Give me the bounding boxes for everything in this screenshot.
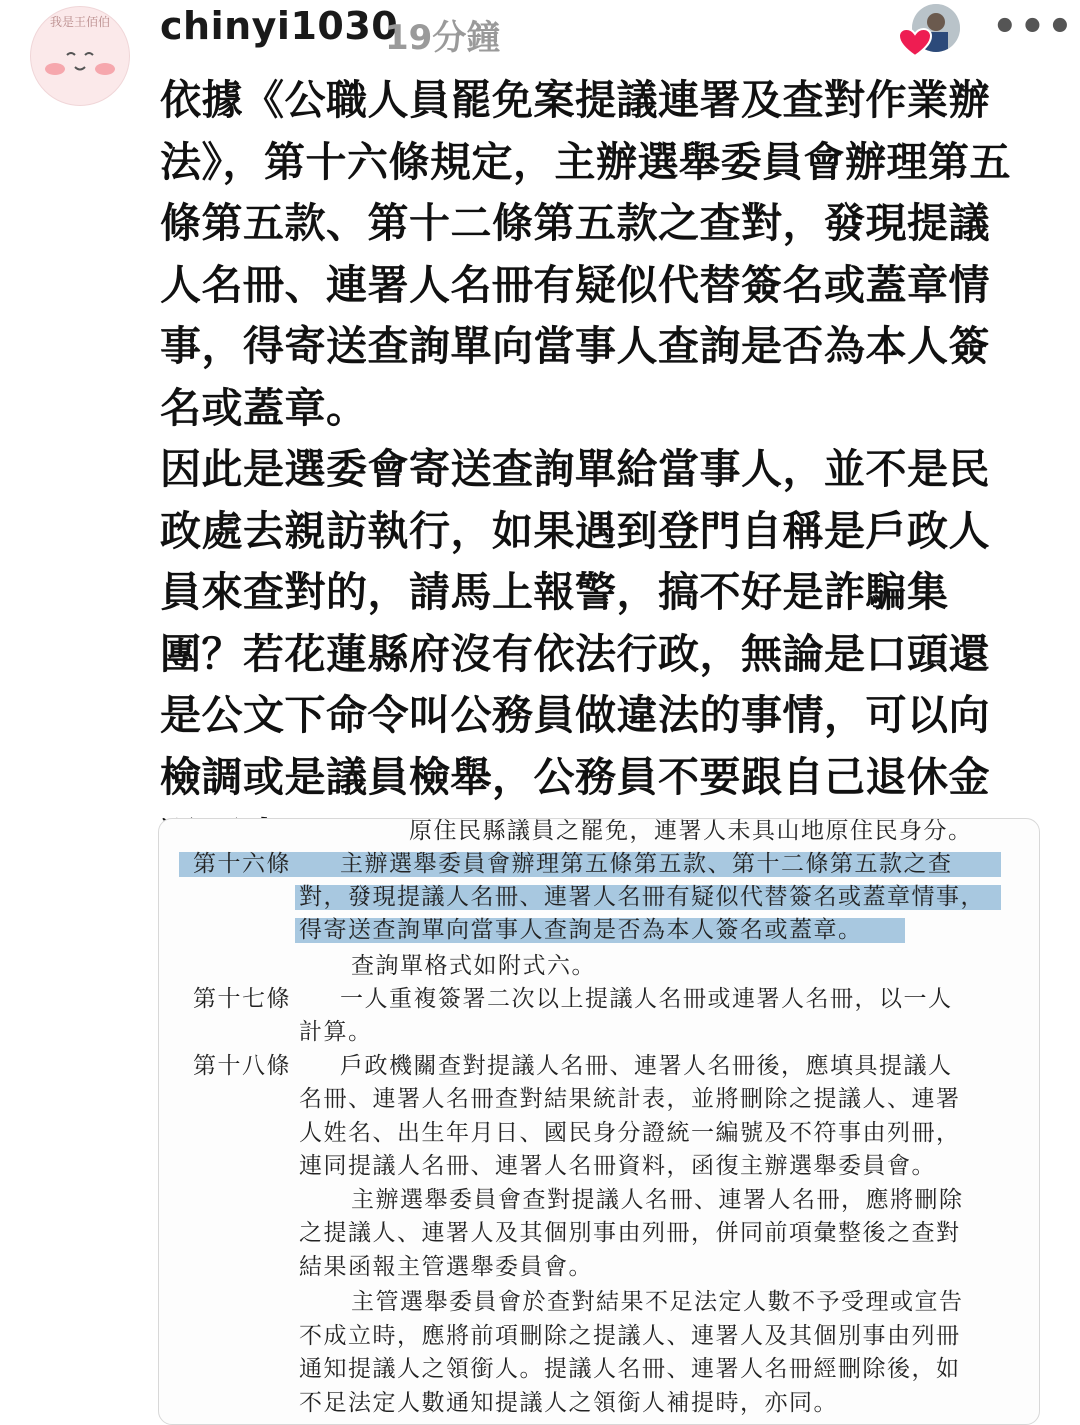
doc-line: 通知提議人之領銜人。提議人名冊、連署人名冊經刪除後，如	[299, 1356, 961, 1382]
doc-line: 之提議人、連署人及其個別事由列冊，併同前項彙整後之查對	[299, 1220, 961, 1246]
doc-line: 人姓名、出生年月日、國民身分證統一編號及不符事由列冊，	[299, 1120, 961, 1146]
avatar-face-icon	[59, 47, 101, 77]
post-paragraph: 因此是選委會寄送查詢單給當事人，並不是民政處去親訪執行，如果遇到登門自稱是戶政人員來查對的，請馬上報警，搞不好是詐騙集團？若花蓮縣府沒有依法行政，無論是口頭還是公文下命令叫公務員做違法的事情，可以向檢調或是議員檢舉，公務員不要跟自己退休金	[160, 445, 990, 801]
doc-line: 主管選舉委員會於查對結果不足法定人數不予受理或宣告	[351, 1289, 964, 1315]
doc-line: 查詢單格式如附式六。	[351, 953, 596, 979]
doc-line: 原住民縣議員之罷免，連署人未具山地原住民身分。	[409, 818, 973, 844]
doc-line: 主辦選舉委員會查對提議人名冊、連署人名冊，應將刪除	[351, 1187, 964, 1213]
doc-line: 得寄送查詢單向當事人查詢是否為本人簽名或蓋章。	[299, 917, 863, 943]
doc-line: 名冊、連署人名冊查對結果統計表，並將刪除之提議人、連署	[299, 1086, 961, 1112]
username[interactable]: chinyi1030	[160, 4, 399, 48]
more-icon[interactable]: •••	[992, 4, 1075, 50]
doc-line: 不足法定人數通知提議人之領銜人補提時，亦同。	[299, 1390, 838, 1416]
heart-icon	[898, 28, 932, 58]
post-body	[160, 70, 1030, 870]
post-paragraph: 依據《公職人員罷免案提議連署及查對作業辦法》，第十六條規定，主辦選舉委員會辦理第五條第五款、第十二條第五款之查對，發現提議人名冊、連署人名冊有疑似代替簽名或蓋章情事，得寄送查詢單向當事人查詢是否為本人簽名或蓋章。	[160, 76, 1011, 432]
doc-line: 第十六條 主辦選舉委員會辦理第五條第五款、第十二條第五款之查	[193, 851, 953, 877]
doc-line: 結果函報主管選舉委員會。	[299, 1254, 593, 1280]
doc-line: 不成立時，應將前項刪除之提議人、連署人及其個別事由列冊	[299, 1323, 961, 1349]
author-avatar[interactable]	[30, 6, 130, 106]
doc-line: 對，發現提議人名冊、連署人名冊有疑似代替簽名或蓋章情事，	[299, 884, 985, 910]
avatar-tag: 我是王佰伯	[49, 15, 110, 29]
post-time: 19分鐘	[385, 18, 501, 58]
doc-line: 計算。	[299, 1019, 373, 1045]
attached-document-image[interactable]	[158, 818, 1040, 1425]
doc-line: 第十八條 戶政機關查對提議人名冊、連署人名冊後，應填具提議人	[193, 1053, 953, 1079]
doc-line: 連同提議人名冊、連署人名冊資料，函復主辦選舉委員會。	[299, 1153, 936, 1179]
doc-line: 第十七條 一人重複簽署二次以上提議人名冊或連署人名冊，以一人	[193, 986, 953, 1012]
